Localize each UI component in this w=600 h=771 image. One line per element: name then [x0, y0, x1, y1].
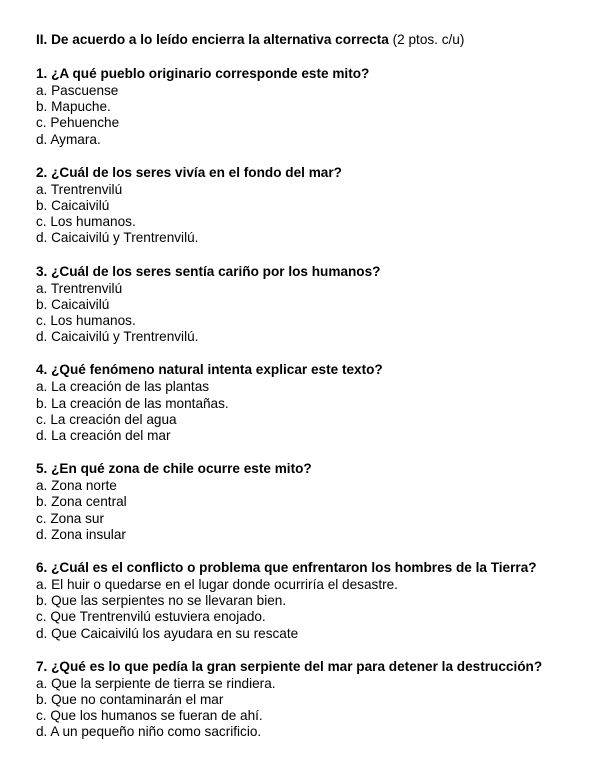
- option-c[interactable]: c. Los humanos.: [36, 313, 136, 329]
- option-list: [36, 83, 600, 148]
- question-6: [36, 559, 600, 642]
- option-a[interactable]: a. Que la serpiente de tierra se rindiera.: [36, 675, 276, 691]
- option-a[interactable]: a. Trentrenvilú: [36, 181, 123, 197]
- option-b[interactable]: b. La creación de las montañas.: [36, 395, 229, 411]
- option-d[interactable]: d. La creación del mar: [36, 428, 171, 444]
- option-d[interactable]: d. A un pequeño niño como sacrificio.: [36, 724, 262, 740]
- question-1: [36, 65, 600, 148]
- option-c[interactable]: c. Zona sur: [36, 510, 104, 526]
- option-d[interactable]: d. Aymara.: [36, 131, 101, 147]
- option-c[interactable]: c. Que los humanos se fueran de ahí.: [36, 708, 263, 724]
- question-2: [36, 164, 600, 247]
- option-c[interactable]: c. Que Trentrenvilú estuviera enojado.: [36, 609, 266, 625]
- option-a[interactable]: a. Zona norte: [36, 478, 117, 494]
- option-list: [36, 577, 600, 642]
- option-d[interactable]: d. Zona insular: [36, 526, 126, 542]
- option-a[interactable]: a. Pascuense: [36, 83, 119, 98]
- option-d[interactable]: d. Que Caicaivilú los ayudara en su rescate: [36, 625, 299, 641]
- section-title-points: (2 ptos. c/u): [388, 32, 465, 47]
- option-c[interactable]: c. La creación del agua: [36, 411, 177, 427]
- question-text: 4. ¿Qué fenómeno natural intenta explicar este texto?: [36, 362, 383, 378]
- question-7: [36, 658, 600, 741]
- question-text: 7. ¿Qué es lo que pedía la gran serpiente del mar para detener la destrucción?: [36, 658, 543, 674]
- option-c[interactable]: c. Los humanos.: [36, 214, 136, 230]
- option-d[interactable]: d. Caicaivilú y Trentrenvilú.: [36, 329, 199, 345]
- option-c[interactable]: c. Pehuenche: [36, 115, 120, 131]
- section-title: [36, 31, 600, 49]
- option-d[interactable]: d. Caicaivilú y Trentrenvilú.: [36, 230, 199, 246]
- option-b[interactable]: b. Que las serpientes no se llevaran bien.: [36, 593, 287, 609]
- option-b[interactable]: b. Zona central: [36, 494, 127, 510]
- section-title-bold: II. De acuerdo a lo leído encierra la alternativa correcta: [36, 32, 389, 47]
- option-b[interactable]: b. Caicaivilú: [36, 198, 110, 214]
- question-3: [36, 263, 600, 346]
- option-list: [36, 478, 600, 543]
- option-a[interactable]: a. La creación de las plantas: [36, 379, 210, 395]
- question-text: 6. ¿Cuál es el conflicto o problema que enfrentaron los hombres de la Tierra?: [36, 560, 537, 576]
- question-text: 5. ¿En qué zona de chile ocurre este mito?: [36, 461, 312, 477]
- question-5: [36, 460, 600, 543]
- question-text: 1. ¿A qué pueblo originario corresponde este mito?: [36, 66, 370, 81]
- option-list: [36, 281, 600, 346]
- option-list: [36, 676, 600, 741]
- option-b[interactable]: b. Que no contaminarán el mar: [36, 692, 224, 708]
- question-text: 3. ¿Cuál de los seres sentía cariño por los humanos?: [36, 263, 381, 279]
- question-4: [36, 361, 600, 444]
- option-b[interactable]: b. Mapuche.: [36, 99, 111, 115]
- option-a[interactable]: a. El huir o quedarse en el lugar donde ocurriría el desastre.: [36, 577, 398, 593]
- question-text: 2. ¿Cuál de los seres vivía en el fondo del mar?: [36, 164, 342, 180]
- option-b[interactable]: b. Caicaivilú: [36, 296, 110, 312]
- option-list: [36, 379, 600, 444]
- option-a[interactable]: a. Trentrenvilú: [36, 280, 123, 296]
- option-list: [36, 182, 600, 247]
